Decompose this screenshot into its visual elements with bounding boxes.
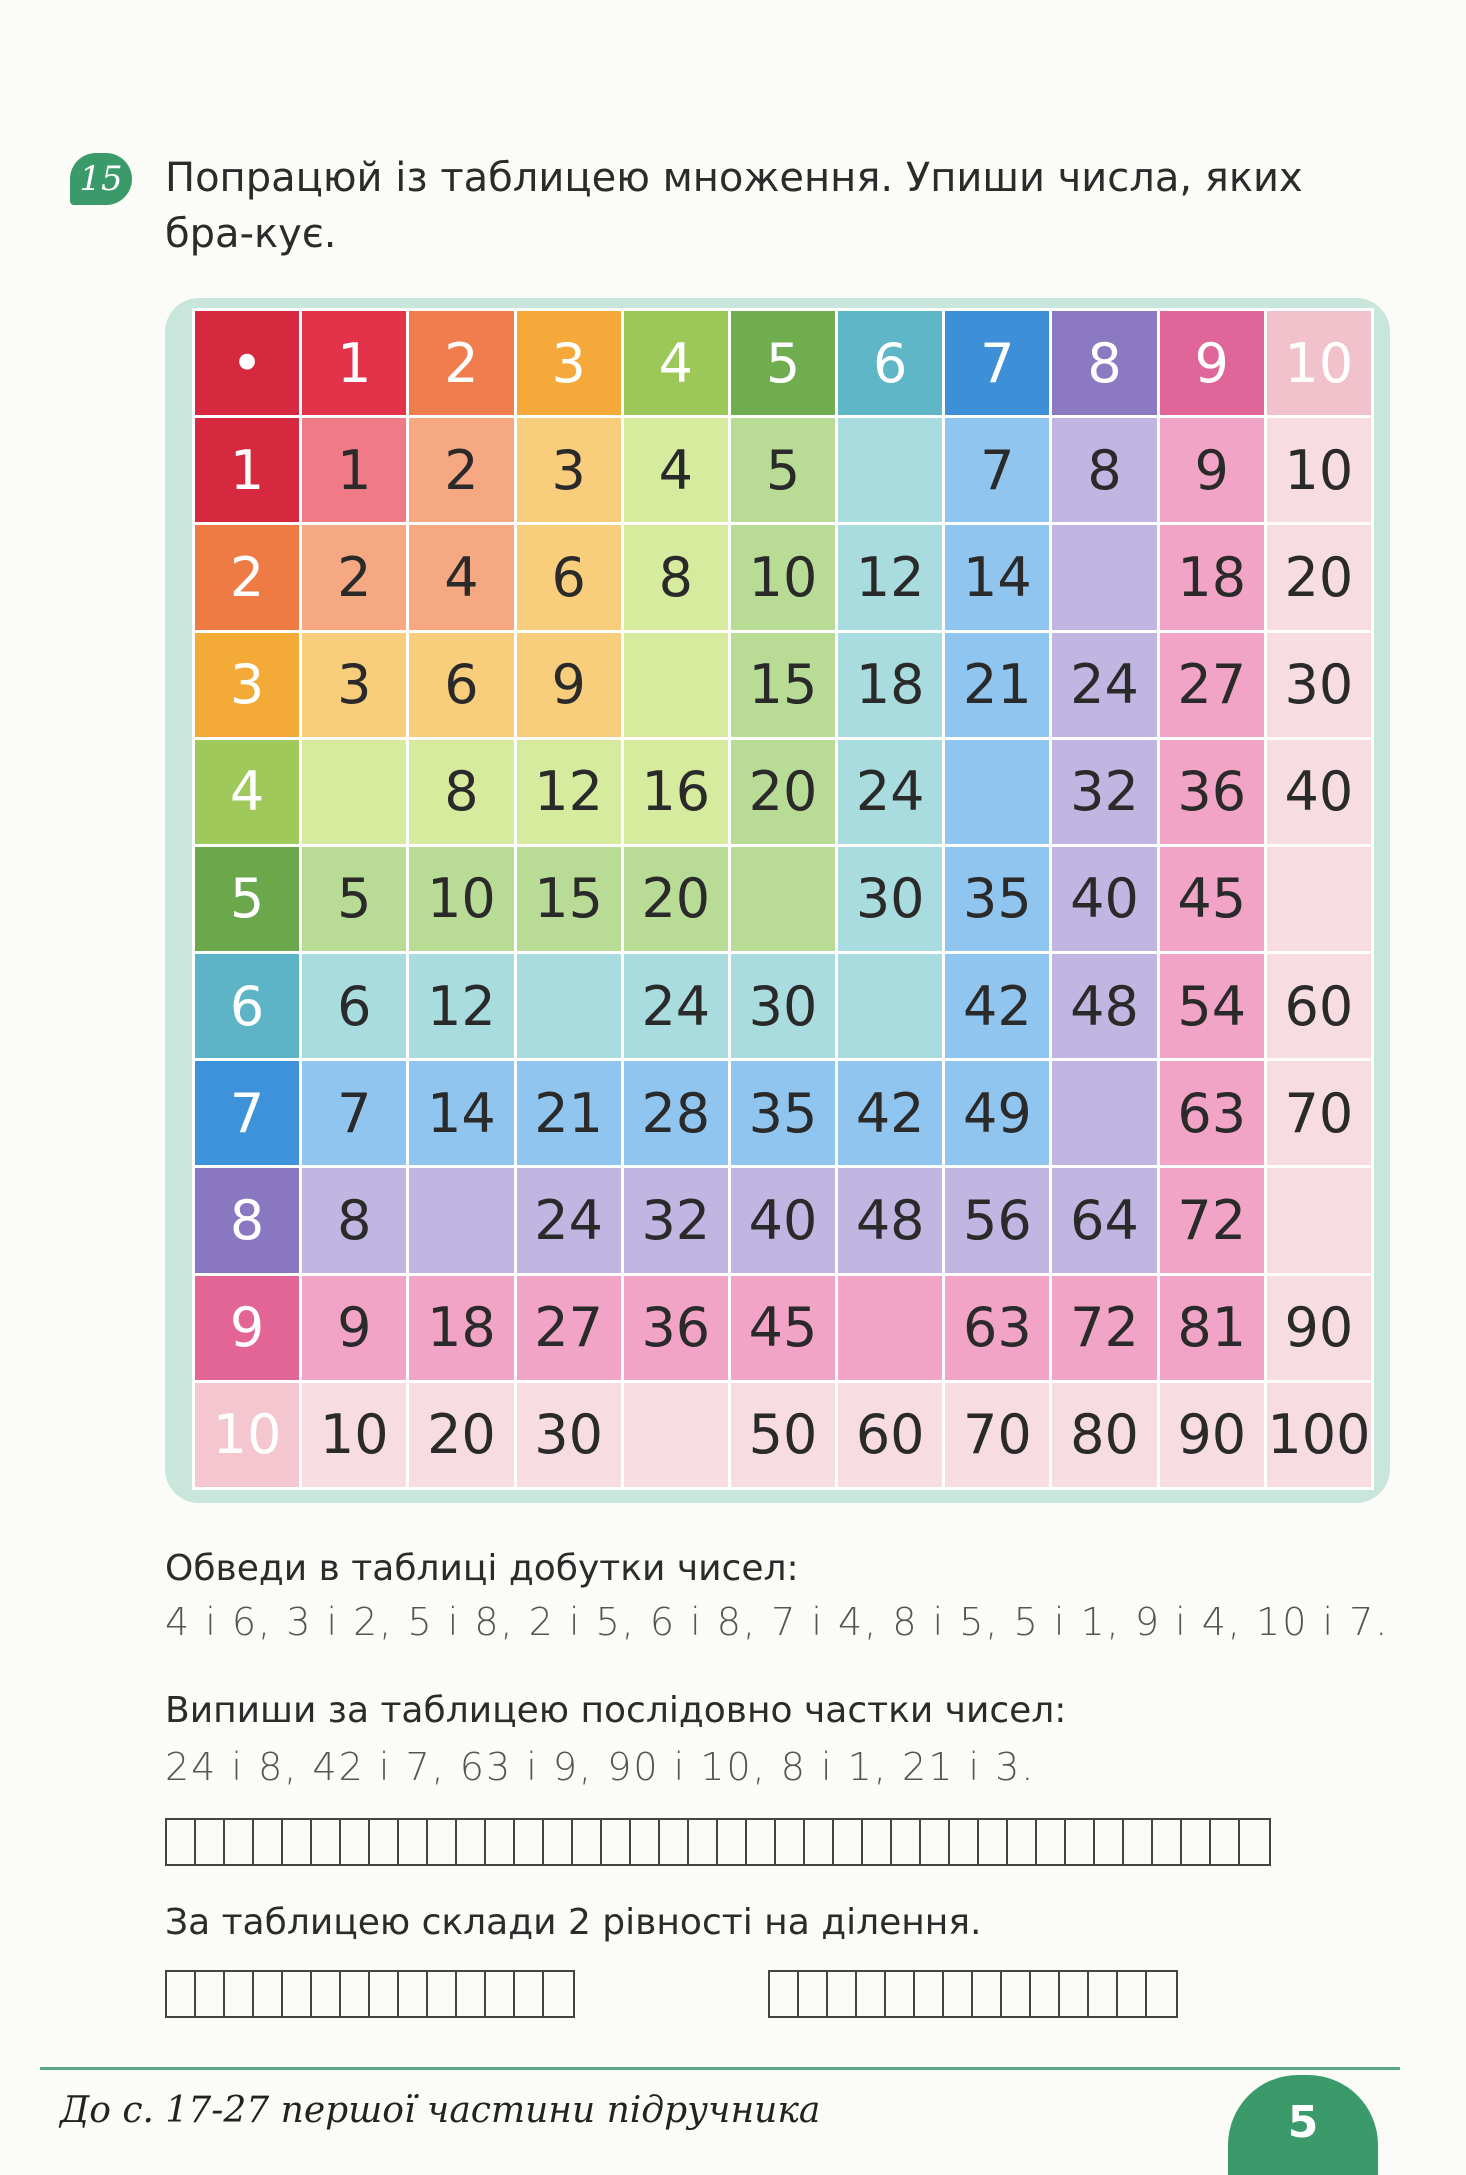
answer-box[interactable] [283,1972,312,2016]
answer-box[interactable] [805,1820,834,1864]
answer-box[interactable] [944,1972,973,2016]
column-header: 10 [1267,311,1371,415]
answer-box[interactable] [515,1820,544,1864]
empty-product-cell[interactable] [1267,847,1371,951]
empty-product-cell[interactable] [945,740,1049,844]
product-cell: 30 [517,1383,621,1487]
answer-box[interactable] [515,1972,544,2016]
answer-box[interactable] [196,1820,225,1864]
circle-products-list: 4 і 6, 3 і 2, 5 і 8, 2 і 5, 6 і 8, 7 і 4, 8 і 5, 5 і 1, 9 і 4, 10 і 7. [165,1600,1390,1644]
product-cell: 8 [409,740,513,844]
answer-box[interactable] [399,1820,428,1864]
product-cell: 42 [945,954,1049,1058]
product-cell: 2 [409,418,513,522]
product-cell: 90 [1160,1383,1264,1487]
product-cell: 7 [302,1061,406,1165]
empty-product-cell[interactable] [1052,525,1156,629]
task-instruction: Попрацюй із таблицею множення. Упиши числа, яких бра-кує. [165,155,1303,257]
product-cell: 42 [838,1061,942,1165]
product-cell: 30 [1267,633,1371,737]
write-quotients-list: 24 і 8, 42 і 7, 63 і 9, 90 і 10, 8 і 1, 21 і 3. [165,1745,1036,1789]
product-cell: 21 [945,633,1049,737]
answer-box[interactable] [747,1820,776,1864]
product-cell: 72 [1052,1276,1156,1380]
product-cell: 28 [624,1061,728,1165]
column-header: 7 [945,311,1049,415]
footer-divider [40,2067,1400,2070]
answer-box[interactable] [973,1972,1002,2016]
product-cell: 9 [517,633,621,737]
answer-box[interactable] [544,1820,573,1864]
row-header: 3 [195,633,299,737]
product-cell: 4 [409,525,513,629]
answer-box[interactable] [1153,1820,1182,1864]
column-header: 5 [731,311,835,415]
answer-box[interactable] [1147,1972,1176,2016]
product-cell: 5 [302,847,406,951]
product-cell: 40 [1052,847,1156,951]
product-cell: 81 [1160,1276,1264,1380]
row-header: 5 [195,847,299,951]
write-quotients-instruction: Випиши за таблицею послідовно частки чисел: [165,1690,1067,1731]
answer-box[interactable] [950,1820,979,1864]
product-cell: 10 [1267,418,1371,522]
product-cell: 35 [731,1061,835,1165]
answer-box[interactable] [776,1820,805,1864]
row-header: 1 [195,418,299,522]
product-cell: 2 [302,525,406,629]
row-header: 4 [195,740,299,844]
answer-box[interactable] [312,1972,341,2016]
answer-box[interactable] [689,1820,718,1864]
product-cell: 36 [624,1276,728,1380]
column-header: 1 [302,311,406,415]
product-cell: 15 [517,847,621,951]
column-header: 4 [624,311,728,415]
answer-box[interactable] [341,1972,370,2016]
product-cell: 90 [1267,1276,1371,1380]
product-cell: 100 [1267,1383,1371,1487]
empty-product-cell[interactable] [838,954,942,1058]
product-cell: 6 [517,525,621,629]
table-corner-dot: • [195,311,299,415]
product-cell: 8 [1052,418,1156,522]
answer-box[interactable] [573,1820,602,1864]
answer-box[interactable] [196,1972,225,2016]
answer-box[interactable] [799,1972,828,2016]
answer-box[interactable] [457,1972,486,2016]
answer-box[interactable] [915,1972,944,2016]
row-header: 7 [195,1061,299,1165]
product-cell: 27 [1160,633,1264,737]
product-cell: 50 [731,1383,835,1487]
answer-box[interactable] [341,1820,370,1864]
task-number-badge: 15 [70,153,132,205]
product-cell: 15 [731,633,835,737]
answer-box[interactable] [486,1820,515,1864]
answer-box[interactable] [631,1820,660,1864]
product-cell: 36 [1160,740,1264,844]
product-cell: 48 [1052,954,1156,1058]
product-cell: 12 [409,954,513,1058]
answer-box[interactable] [770,1972,799,2016]
product-cell: 9 [1160,418,1264,522]
product-cell: 14 [409,1061,513,1165]
answer-cells-row[interactable] [165,1818,1271,1866]
product-cell: 32 [624,1168,728,1272]
equality-cells-right[interactable] [768,1970,1178,2018]
answer-box[interactable] [892,1820,921,1864]
product-cell: 10 [409,847,513,951]
answer-box[interactable] [370,1820,399,1864]
answer-box[interactable] [828,1972,857,2016]
empty-product-cell[interactable] [302,740,406,844]
product-cell: 63 [945,1276,1049,1380]
product-cell: 72 [1160,1168,1264,1272]
equality-cells-left[interactable] [165,1970,575,2018]
empty-product-cell[interactable] [1052,1061,1156,1165]
product-cell: 3 [302,633,406,737]
product-cell: 18 [1160,525,1264,629]
product-cell: 20 [624,847,728,951]
product-cell: 30 [838,847,942,951]
product-cell: 6 [409,633,513,737]
answer-box[interactable] [225,1820,254,1864]
product-cell: 12 [517,740,621,844]
row-header: 8 [195,1168,299,1272]
answer-box[interactable] [428,1972,457,2016]
empty-product-cell[interactable] [517,954,621,1058]
column-header: 6 [838,311,942,415]
answer-box[interactable] [1066,1820,1095,1864]
product-cell: 30 [731,954,835,1058]
answer-box[interactable] [544,1972,573,2016]
answer-box[interactable] [1037,1820,1066,1864]
product-cell: 20 [1267,525,1371,629]
answer-box[interactable] [486,1972,515,2016]
product-cell: 45 [1160,847,1264,951]
column-header: 8 [1052,311,1156,415]
product-cell: 20 [409,1383,513,1487]
product-cell: 18 [409,1276,513,1380]
row-header: 9 [195,1276,299,1380]
empty-product-cell[interactable] [838,1276,942,1380]
product-cell: 10 [302,1383,406,1487]
answer-box[interactable] [718,1820,747,1864]
multiplication-table [192,308,1374,1490]
product-cell: 8 [624,525,728,629]
column-header: 3 [517,311,621,415]
product-cell: 18 [838,633,942,737]
product-cell: 60 [838,1383,942,1487]
answer-box[interactable] [254,1972,283,2016]
answer-box[interactable] [370,1972,399,2016]
product-cell: 54 [1160,954,1264,1058]
answer-box[interactable] [399,1972,428,2016]
product-cell: 40 [731,1168,835,1272]
product-cell: 24 [838,740,942,844]
answer-box[interactable] [312,1820,341,1864]
empty-product-cell[interactable] [1267,1168,1371,1272]
column-header: 9 [1160,311,1264,415]
product-cell: 20 [731,740,835,844]
product-cell: 8 [302,1168,406,1272]
empty-product-cell[interactable] [624,633,728,737]
column-header: 2 [409,311,513,415]
answer-box[interactable] [602,1820,631,1864]
row-header: 2 [195,525,299,629]
empty-product-cell[interactable] [731,847,835,951]
answer-box[interactable] [428,1820,457,1864]
answer-box[interactable] [921,1820,950,1864]
product-cell: 7 [945,418,1049,522]
answer-box[interactable] [1008,1820,1037,1864]
product-cell: 3 [517,418,621,522]
footer-reference: До с. 17-27 першої частини підручника [60,2090,821,2131]
product-cell: 48 [838,1168,942,1272]
product-cell: 24 [517,1168,621,1272]
empty-product-cell[interactable] [409,1168,513,1272]
product-cell: 32 [1052,740,1156,844]
answer-box[interactable] [457,1820,486,1864]
answer-box[interactable] [979,1820,1008,1864]
product-cell: 56 [945,1168,1049,1272]
answer-box[interactable] [1089,1972,1118,2016]
answer-box[interactable] [1211,1820,1240,1864]
product-cell: 60 [1267,954,1371,1058]
answer-box[interactable] [1031,1972,1060,2016]
product-cell: 49 [945,1061,1049,1165]
product-cell: 14 [945,525,1049,629]
empty-product-cell[interactable] [838,418,942,522]
product-cell: 70 [1267,1061,1371,1165]
product-cell: 21 [517,1061,621,1165]
product-cell: 10 [731,525,835,629]
compose-equalities-instruction: За таблицею склади 2 рівності на ділення. [165,1902,982,1943]
answer-box[interactable] [660,1820,689,1864]
row-header: 6 [195,954,299,1058]
answer-box[interactable] [1095,1820,1124,1864]
product-cell: 35 [945,847,1049,951]
answer-box[interactable] [834,1820,863,1864]
answer-box[interactable] [857,1972,886,2016]
product-cell: 40 [1267,740,1371,844]
product-cell: 4 [624,418,728,522]
product-cell: 45 [731,1276,835,1380]
answer-box[interactable] [1002,1972,1031,2016]
product-cell: 24 [1052,633,1156,737]
product-cell: 70 [945,1383,1049,1487]
row-header: 10 [195,1383,299,1487]
product-cell: 27 [517,1276,621,1380]
answer-box[interactable] [167,1972,196,2016]
answer-box[interactable] [283,1820,312,1864]
product-cell: 63 [1160,1061,1264,1165]
page-number: 5 [1228,2075,1378,2175]
answer-box[interactable] [886,1972,915,2016]
product-cell: 6 [302,954,406,1058]
product-cell: 9 [302,1276,406,1380]
answer-box[interactable] [863,1820,892,1864]
answer-box[interactable] [1240,1820,1269,1864]
product-cell: 1 [302,418,406,522]
product-cell: 12 [838,525,942,629]
answer-box[interactable] [1124,1820,1153,1864]
circle-products-instruction: Обведи в таблиці добутки чисел: [165,1548,799,1589]
product-cell: 64 [1052,1168,1156,1272]
product-cell: 16 [624,740,728,844]
answer-box[interactable] [254,1820,283,1864]
answer-box[interactable] [167,1820,196,1864]
empty-product-cell[interactable] [624,1383,728,1487]
product-cell: 5 [731,418,835,522]
product-cell: 24 [624,954,728,1058]
answer-box[interactable] [1118,1972,1147,2016]
answer-box[interactable] [225,1972,254,2016]
answer-box[interactable] [1182,1820,1211,1864]
product-cell: 80 [1052,1383,1156,1487]
answer-box[interactable] [1060,1972,1089,2016]
